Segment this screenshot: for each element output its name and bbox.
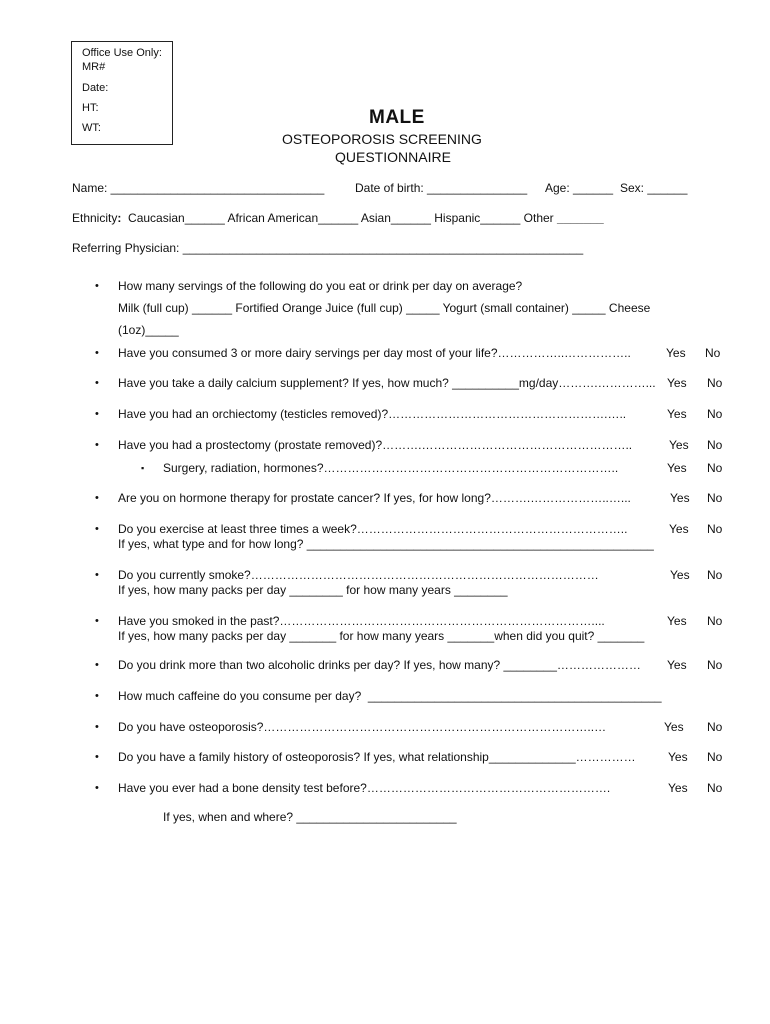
bullet-icon: • bbox=[95, 659, 99, 671]
q1-line-1: How many servings of the following do you eat or drink per day on average? bbox=[118, 279, 523, 293]
q9-line-2[interactable]: If yes, how many packs per day _______ for how many years _______when did you quit? _______ bbox=[118, 629, 645, 643]
weight-field[interactable]: WT: bbox=[82, 122, 101, 134]
ethnicity-label: Ethnicity bbox=[72, 211, 118, 225]
sex-field[interactable]: Sex: ______ bbox=[620, 181, 688, 195]
office-use-heading: Office Use Only: bbox=[82, 47, 162, 59]
q2-text: Have you consumed 3 or more dairy servings per day most of your life?……………..…………….. bbox=[118, 346, 631, 360]
q3-no[interactable]: No bbox=[707, 376, 723, 390]
q14-yes[interactable]: Yes bbox=[668, 781, 688, 795]
q9-no[interactable]: No bbox=[707, 614, 723, 628]
q7-line-1: Do you exercise at least three times a week?………………………………………………………….. bbox=[118, 522, 628, 536]
q5-sub-yes[interactable]: Yes bbox=[667, 461, 687, 475]
q13-no[interactable]: No bbox=[707, 750, 723, 764]
subtitle-line-1: OSTEOPOROSIS SCREENING bbox=[282, 131, 482, 147]
q13-text[interactable]: Do you have a family history of osteoporosis? If yes, what relationship_____________…………… bbox=[118, 750, 636, 764]
q1-line-3[interactable]: (1oz)_____ bbox=[118, 323, 179, 337]
q9-line-1: Have you smoked in the past?…………………………………………………………………….... bbox=[118, 614, 605, 628]
q8-no[interactable]: No bbox=[707, 568, 723, 582]
bullet-icon: • bbox=[95, 615, 99, 627]
q5-text: Have you had a prostectomy (prostate removed)?……….…………………………………………….. bbox=[118, 438, 633, 452]
q1-line-2[interactable]: Milk (full cup) ______ Fortified Orange Juice (full cup) _____ Yogurt (small container) _____ Cheese bbox=[118, 301, 651, 315]
referring-physician-field[interactable]: Referring Physician: ____________________________________________________________ bbox=[72, 241, 584, 255]
q2-yes[interactable]: Yes bbox=[666, 346, 686, 360]
q10-yes[interactable]: Yes bbox=[667, 658, 687, 672]
q2-no[interactable]: No bbox=[705, 346, 721, 360]
q7-yes[interactable]: Yes bbox=[669, 522, 689, 536]
q13-yes[interactable]: Yes bbox=[668, 750, 688, 764]
bullet-icon: • bbox=[95, 782, 99, 794]
q7-line-2[interactable]: If yes, what type and for how long? ____________________________________________________ bbox=[118, 537, 654, 551]
q4-yes[interactable]: Yes bbox=[667, 407, 687, 421]
q8-line-1: Do you currently smoke?…………………………………………………………………………… bbox=[118, 568, 599, 582]
bullet-icon: • bbox=[95, 377, 99, 389]
q5-no[interactable]: No bbox=[707, 438, 723, 452]
q10-no[interactable]: No bbox=[707, 658, 723, 672]
bullet-icon: • bbox=[95, 721, 99, 733]
q9-yes[interactable]: Yes bbox=[667, 614, 687, 628]
bullet-icon: • bbox=[95, 751, 99, 763]
q5-sub-no[interactable]: No bbox=[707, 461, 723, 475]
name-field[interactable]: Name: ________________________________ bbox=[72, 181, 325, 195]
bullet-icon: • bbox=[95, 347, 99, 359]
ethnicity-colon: : bbox=[117, 211, 122, 225]
q14-no[interactable]: No bbox=[707, 781, 723, 795]
q5-sub-text: Surgery, radiation, hormones?……………………………………………………………….. bbox=[163, 461, 619, 475]
ethnicity-options[interactable]: Caucasian______ African American______ Asian______ Hispanic______ Other bbox=[128, 211, 554, 225]
q12-no[interactable]: No bbox=[707, 720, 723, 734]
bullet-icon: • bbox=[95, 408, 99, 420]
q11-text[interactable]: How much caffeine do you consume per day? ____________________________________________ bbox=[118, 689, 662, 703]
ethnicity-row bbox=[72, 211, 604, 225]
bullet-icon: • bbox=[95, 492, 99, 504]
q14-text: Have you ever had a bone density test before?……………………………………………………. bbox=[118, 781, 611, 795]
age-field[interactable]: Age: ______ bbox=[545, 181, 614, 195]
q6-text: Are you on hormone therapy for prostate cancer? If yes, for how long?……….………………..…... bbox=[118, 491, 631, 505]
q12-yes[interactable]: Yes bbox=[664, 720, 684, 734]
office-use-box bbox=[71, 41, 173, 145]
q8-yes[interactable]: Yes bbox=[670, 568, 690, 582]
bullet-icon: • bbox=[95, 569, 99, 581]
q3-yes[interactable]: Yes bbox=[667, 376, 687, 390]
ethnicity-other-blank[interactable]: _______ bbox=[557, 211, 604, 225]
q14-followup[interactable]: If yes, when and where? ________________________ bbox=[163, 810, 457, 824]
height-field[interactable]: HT: bbox=[82, 102, 99, 114]
q3-text[interactable]: Have you take a daily calcium supplement? If yes, how much? __________mg/day……….…………... bbox=[118, 376, 656, 390]
q8-line-2[interactable]: If yes, how many packs per day ________ for how many years ________ bbox=[118, 583, 508, 597]
q6-yes[interactable]: Yes bbox=[670, 491, 690, 505]
bullet-icon: • bbox=[95, 439, 99, 451]
q5-yes[interactable]: Yes bbox=[669, 438, 689, 452]
q6-no[interactable]: No bbox=[707, 491, 723, 505]
square-bullet-icon: ▪ bbox=[141, 463, 145, 473]
subtitle-line-2: QUESTIONNAIRE bbox=[335, 149, 451, 165]
q4-text: Have you had an orchiectomy (testicles removed)?……………………………………………….….. bbox=[118, 407, 627, 421]
bullet-icon: • bbox=[95, 280, 99, 292]
bullet-icon: • bbox=[95, 690, 99, 702]
q4-no[interactable]: No bbox=[707, 407, 723, 421]
q10-text[interactable]: Do you drink more than two alcoholic drinks per day? If yes, how many? ________………………… bbox=[118, 658, 641, 672]
q7-no[interactable]: No bbox=[707, 522, 723, 536]
office-date-field[interactable]: Date: bbox=[82, 82, 109, 94]
date-of-birth-field[interactable]: Date of birth: _______________ bbox=[355, 181, 528, 195]
page-title: MALE bbox=[369, 107, 425, 128]
bullet-icon: • bbox=[95, 523, 99, 535]
mr-number-field[interactable]: MR# bbox=[82, 61, 106, 73]
q12-text: Do you have osteoporosis?………………………………………………………………………..… bbox=[118, 720, 607, 734]
